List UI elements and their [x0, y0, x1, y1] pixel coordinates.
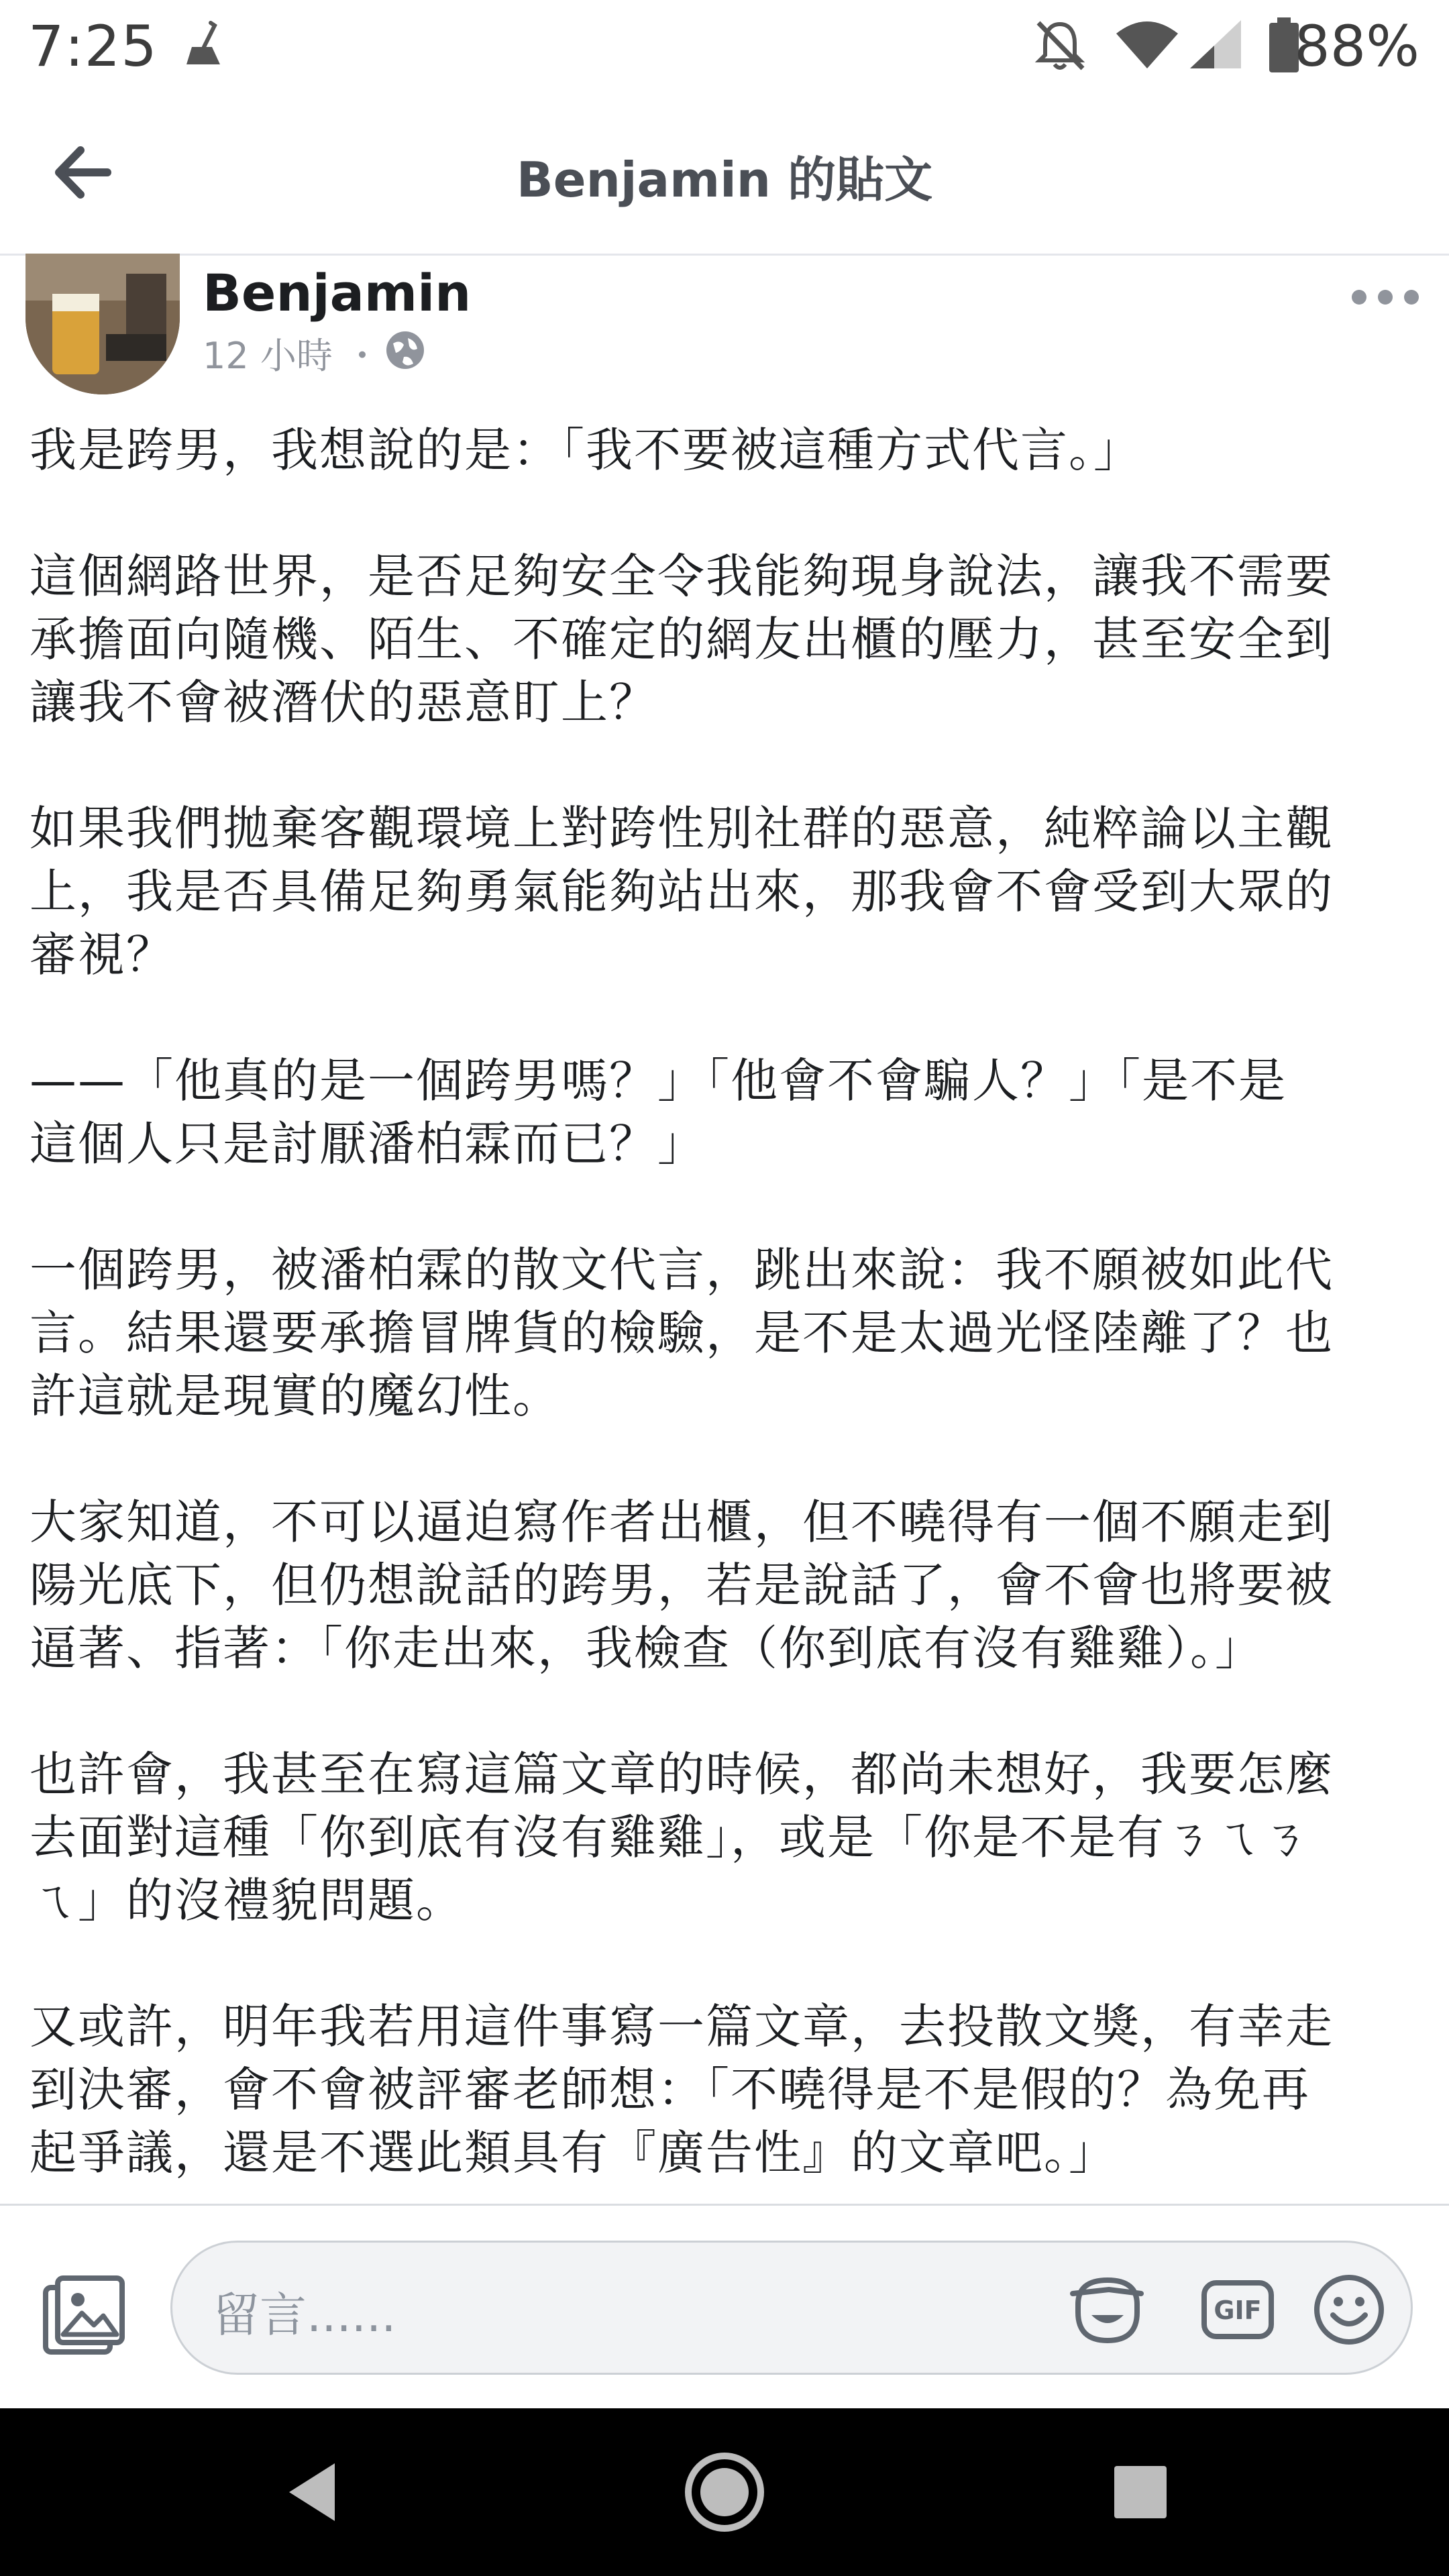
battery-percentage: 88%: [1294, 13, 1419, 79]
nav-home-button[interactable]: [681, 2449, 768, 2536]
wifi-icon: [1114, 17, 1181, 74]
nav-recents-button[interactable]: [1097, 2449, 1184, 2536]
author-name[interactable]: Benjamin: [203, 263, 472, 323]
status-bar: [0, 0, 1449, 87]
photo-icon: [40, 2273, 127, 2360]
post-paragraph: 一個跨男，被潘柏霖的散文代言，跳出來說：我不願被如此代 言。結果還要承擔冒牌貨的檢驗，是不是太過光怪陸離了？也 許這就是現實的魔幻性。: [30, 1242, 1334, 1424]
comment-placeholder: 留言......: [213, 2288, 396, 2343]
post-paragraph: 又或許，明年我若用這件事寫一篇文章，去投散文獎，有幸走 到決審，會不會被評審老師想：「不曉得是不是假的？為免再 起爭議，還是不選此類具有『廣告性』的文章吧。」: [30, 1999, 1334, 2180]
more-options-button[interactable]: [1348, 280, 1422, 314]
globe-icon[interactable]: [384, 329, 427, 372]
sticker-icon: [1069, 2271, 1146, 2349]
photo-button[interactable]: [40, 2273, 127, 2360]
triangle-back-icon: [272, 2449, 359, 2536]
post-paragraph: 也許會，我甚至在寫這篇文章的時候，都尚未想好，我要怎麼 去面對這種「你到底有沒有雞雞」，或是「你是不是有ㄋㄟㄋ ㄟ」的沒禮貌問題。: [30, 1747, 1334, 1928]
post-paragraph: 我是跨男，我想說的是：「我不要被這種方式代言。」: [30, 423, 1142, 478]
post-paragraph: 如果我們拋棄客觀環境上對跨性別社群的惡意，純粹論以主觀 上，我是否具備足夠勇氣能夠站出來，那我會不會受到大眾的 審視？: [30, 801, 1334, 982]
post-body: [30, 419, 1432, 2247]
home-circle-icon: [681, 2449, 768, 2536]
post-timestamp[interactable]: 12 小時 ・: [203, 335, 381, 377]
navigation-bar: [0, 2408, 1449, 2576]
svg-text:GIF: GIF: [1214, 2296, 1262, 2325]
nav-back-button[interactable]: [272, 2449, 359, 2536]
comment-bar: [0, 2204, 1449, 2410]
sticker-button[interactable]: [1069, 2271, 1146, 2349]
post-paragraph: 這個網路世界，是否足夠安全令我能夠現身說法，讓我不需要 承擔面向隨機、陌生、不確定的網友出櫃的壓力，甚至安全到 讓我不會被潛伏的惡意盯上？: [30, 549, 1334, 730]
gif-icon: [1199, 2271, 1277, 2349]
cellular-signal-icon: [1187, 17, 1248, 74]
gif-button[interactable]: [1199, 2271, 1277, 2349]
square-recents-icon: [1097, 2449, 1184, 2536]
app-header: [0, 87, 1449, 256]
comment-input[interactable]: [170, 2241, 1413, 2375]
avatar[interactable]: [25, 254, 180, 394]
page-title: Benjamin 的貼文: [516, 152, 933, 208]
post-paragraph: ——「他真的是一個跨男嗎？」「他會不會騙人？」「是不是 這個人只是討厭潘柏霖而已？」: [30, 1053, 1287, 1171]
emoji-button[interactable]: [1310, 2271, 1388, 2349]
emoji-icon: [1310, 2271, 1388, 2349]
bell-off-icon: [1033, 17, 1087, 76]
post-paragraph: 大家知道，不可以逼迫寫作者出櫃，但不曉得有一個不願走到 陽光底下，但仍想說話的跨男，若是說話了，會不會也將要被 逼著、指著：「你走出來，我檢查（你到底有沒有雞雞）。」: [30, 1495, 1334, 1676]
status-time: 7:25: [28, 13, 158, 79]
more-dots-icon: [1348, 280, 1422, 314]
broom-notification-icon: [180, 17, 233, 74]
